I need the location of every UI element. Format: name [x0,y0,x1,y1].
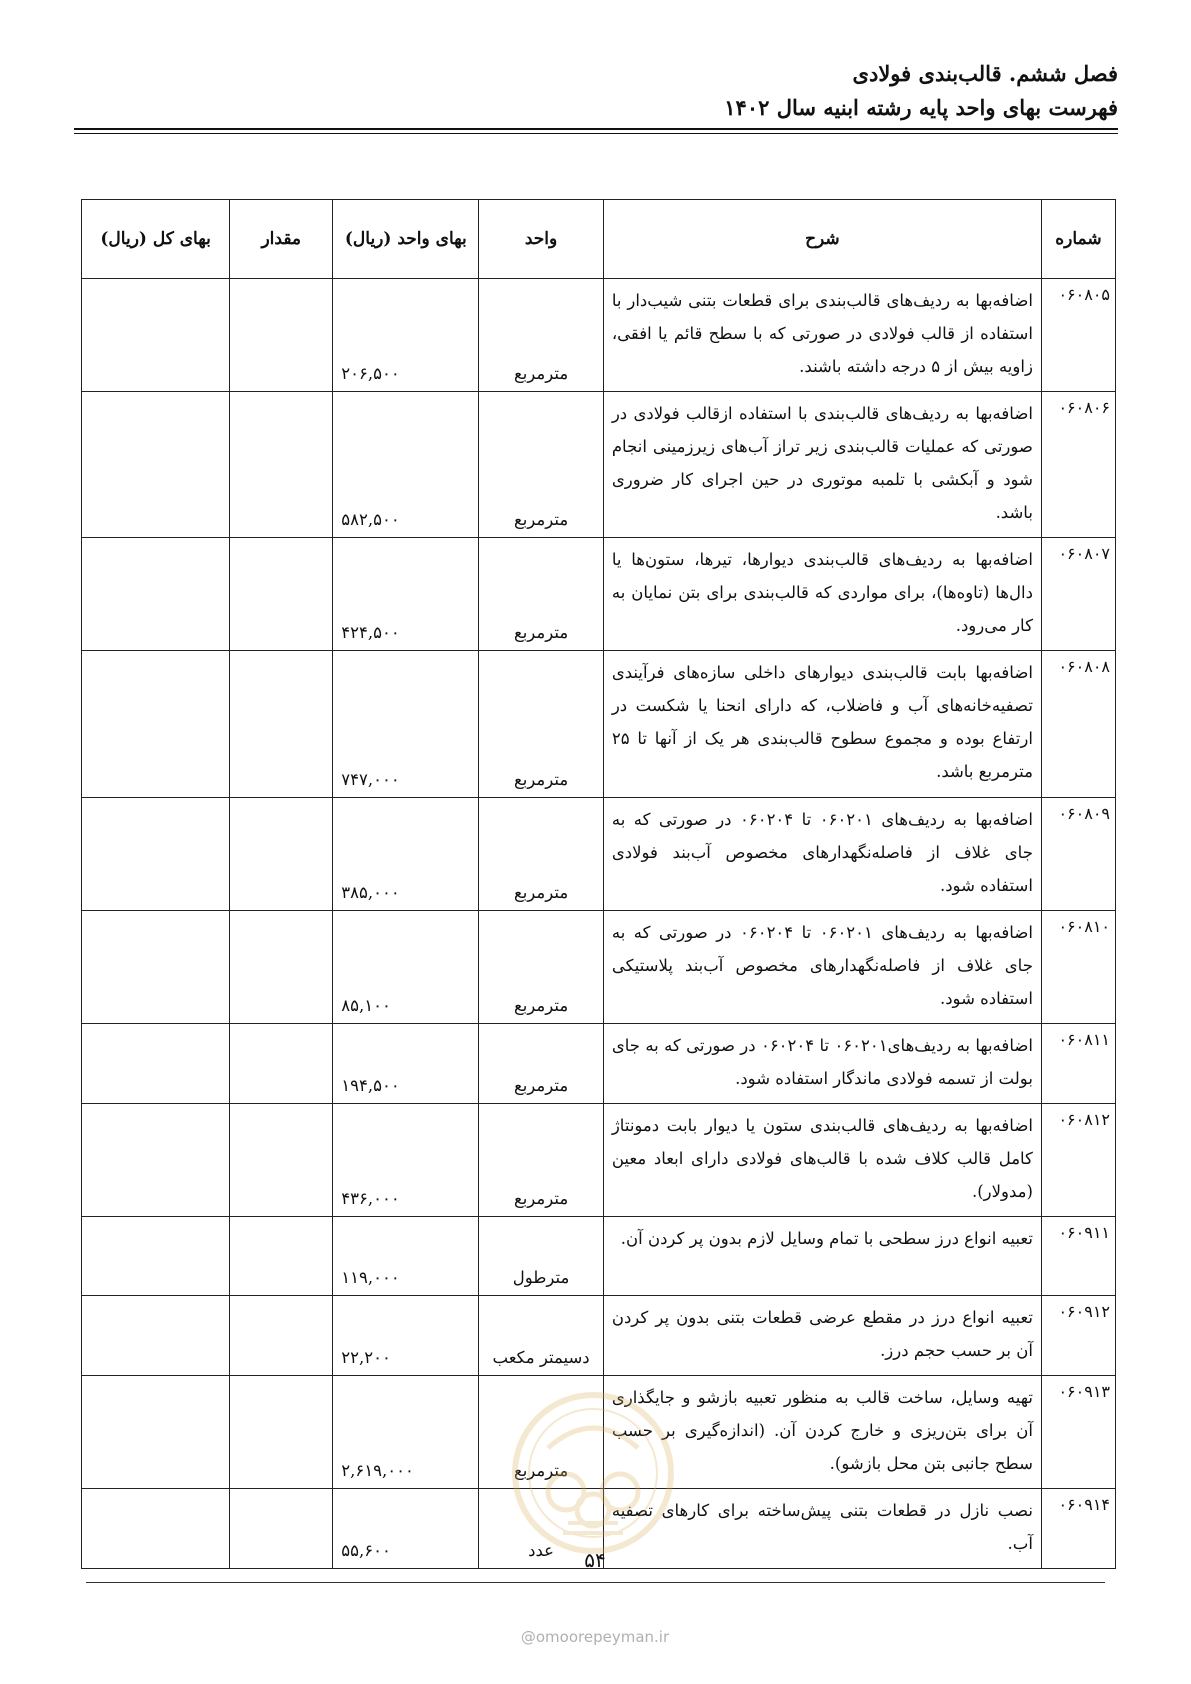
table-row [82,1296,1116,1376]
item-quantity [230,1489,333,1569]
item-unit-price: ۱۹۴,۵۰۰ [333,1024,479,1104]
item-total-price [82,798,230,911]
header-unit-price: بهای واحد (ریال) [333,200,479,279]
item-unit-price: ۷۴۷,۰۰۰ [333,651,479,798]
item-code: ۰۶۰۸۱۱ [1041,1024,1115,1104]
table-row [82,392,1116,538]
item-unit-price: ۲,۶۱۹,۰۰۰ [333,1376,479,1489]
table-header-row [82,200,1116,279]
document-title: فهرست بهای واحد پایه رشته ابنیه سال ۱۴۰۲ [724,95,1118,120]
item-unit: مترمربع [479,651,604,798]
item-quantity [230,1217,333,1296]
header-rule-thick [74,128,1118,130]
item-unit: مترمربع [479,911,604,1024]
item-quantity [230,1376,333,1489]
item-unit: مترطول [479,1217,604,1296]
item-unit: دسیمتر مکعب [479,1296,604,1376]
item-description: اضافه‌بها به ردیف‌های۰۶۰۲۰۱ تا ۰۶۰۲۰۴ در صورتی که به جای بولت از تسمه فولادی ماندگار استفاده شود. [603,1024,1041,1104]
item-quantity [230,392,333,538]
item-code: ۰۶۰۸۰۷ [1041,538,1115,651]
header-quantity: مقدار [230,200,333,279]
item-total-price [82,1217,230,1296]
item-unit: مترمربع [479,1376,604,1489]
item-quantity [230,651,333,798]
item-code: ۰۶۰۹۱۲ [1041,1296,1115,1376]
header-total-price: بهای کل (ریال) [82,200,230,279]
item-quantity [230,911,333,1024]
header-description: شرح [603,200,1041,279]
item-description: اضافه‌بها به ردیف‌های ۰۶۰۲۰۱ تا ۰۶۰۲۰۴ در صورتی که به جای غلاف از فاصله‌نگهدارهای مخصوص آب‌بند فولادی استفاده شود. [603,798,1041,911]
table-row [82,798,1116,911]
item-code: ۰۶۰۸۰۶ [1041,392,1115,538]
table-body [82,279,1116,1569]
item-code: ۰۶۰۸۰۹ [1041,798,1115,911]
item-unit: مترمربع [479,538,604,651]
table-row [82,911,1116,1024]
item-unit-price: ۲۲,۲۰۰ [333,1296,479,1376]
price-table [81,199,1116,1569]
item-total-price [82,279,230,392]
item-quantity [230,1296,333,1376]
table-row [82,651,1116,798]
website-watermark: @omoorepeyman.ir [520,1628,670,1646]
item-description: تعبیه انواع درز سطحی با تمام وسایل لازم بدون پر کردن آن. [603,1217,1041,1296]
item-unit-price: ۲۰۶,۵۰۰ [333,279,479,392]
item-description: اضافه‌بها بابت قالب‌بندی دیوارهای داخلی سازه‌های فرآیندی تصفیه‌خانه‌های آب و فاضلاب، که دارای انحنا یا شکست در ارتفاع بوده و مجموع سطوح قالب‌بندی هر یک از آنها تا ۲۵ مترمربع باشد. [603,651,1041,798]
item-total-price [82,911,230,1024]
item-total-price [82,392,230,538]
table-row [82,1217,1116,1296]
item-code: ۰۶۰۸۱۲ [1041,1104,1115,1217]
item-unit: مترمربع [479,279,604,392]
table-row [82,1104,1116,1217]
item-total-price [82,1296,230,1376]
item-unit: مترمربع [479,798,604,911]
item-description: نصب نازل در قطعات بتنی پیش‌ساخته برای کارهای تصفیه آب. [603,1489,1041,1569]
item-description: اضافه‌بها به ردیف‌های قالب‌بندی ستون یا دیوار بابت دمونتاژ کامل قالب کلاف شده با قالب‌های فولادی دارای ابعاد معین (مدولار). [603,1104,1041,1217]
item-quantity [230,1104,333,1217]
item-unit: عدد [479,1489,604,1569]
item-code: ۰۶۰۹۱۳ [1041,1376,1115,1489]
item-unit-price: ۵۸۲,۵۰۰ [333,392,479,538]
item-total-price [82,1489,230,1569]
item-total-price [82,651,230,798]
header-rule-thin [74,133,1118,134]
omoore-peyman-seal-icon [508,1388,678,1558]
item-unit: مترمربع [479,1104,604,1217]
item-unit-price: ۴۳۶,۰۰۰ [333,1104,479,1217]
item-description: اضافه‌بها به ردیف‌های ۰۶۰۲۰۱ تا ۰۶۰۲۰۴ در صورتی که به جای غلاف از فاصله‌نگهدارهای مخصوص آب‌بند پلاستیکی استفاده شود. [603,911,1041,1024]
item-unit-price: ۸۵,۱۰۰ [333,911,479,1024]
item-description: اضافه‌بها به ردیف‌های قالب‌بندی با استفاده ازقالب فولادی در صورتی که عملیات قالب‌بندی زیر تراز آب‌های زیرزمینی انجام شود و آبکشی با تلمبه موتوری در حین اجرای کار ضروری باشد. [603,392,1041,538]
item-code: ۰۶۰۹۱۴ [1041,1489,1115,1569]
item-unit-price: ۵۵,۶۰۰ [333,1489,479,1569]
item-unit: مترمربع [479,392,604,538]
item-unit-price: ۱۱۹,۰۰۰ [333,1217,479,1296]
item-code: ۰۶۰۹۱۱ [1041,1217,1115,1296]
item-description: تهیه وسایل، ساخت قالب به منظور تعبیه بازشو و جایگذاری آن برای بتن‌ریزی و خارج کردن آن. (اندازه‌گیری بر حسب سطح جانبی بتن محل بازشو). [603,1376,1041,1489]
item-unit-price: ۴۲۴,۵۰۰ [333,538,479,651]
table-row [82,538,1116,651]
header-unit: واحد [479,200,604,279]
item-quantity [230,798,333,911]
table-row [82,1024,1116,1104]
page-header [74,58,1118,124]
item-code: ۰۶۰۸۱۰ [1041,911,1115,1024]
item-unit: مترمربع [479,1024,604,1104]
page-number: ۵۴ [584,1548,606,1572]
item-description: اضافه‌بها به ردیف‌های قالب‌بندی برای قطعات بتنی شیب‌دار با استفاده از قالب فولادی در صورتی که با سطح قائم یا افقی، زاویه بیش از ۵ درجه داشته باشند. [603,279,1041,392]
table-row [82,279,1116,392]
chapter-title: فصل ششم. قالب‌بندی فولادی [852,61,1118,86]
item-description: تعبیه انواع درز در مقطع عرضی قطعات بتنی بدون پر کردن آن بر حسب حجم درز. [603,1296,1041,1376]
header-code: شماره [1041,200,1115,279]
item-description: اضافه‌بها به ردیف‌های قالب‌بندی دیوارها، تیرها، ستون‌ها یا دال‌ها (تاوه‌ها)، برای مواردی که قالب‌بندی برای بتن نمایان به کار می‌رود. [603,538,1041,651]
item-quantity [230,279,333,392]
item-quantity [230,1024,333,1104]
item-quantity [230,538,333,651]
item-total-price [82,1376,230,1489]
item-code: ۰۶۰۸۰۸ [1041,651,1115,798]
item-total-price [82,538,230,651]
item-total-price [82,1104,230,1217]
footer-rule [86,1582,1105,1583]
item-total-price [82,1024,230,1104]
item-code: ۰۶۰۸۰۵ [1041,279,1115,392]
item-unit-price: ۳۸۵,۰۰۰ [333,798,479,911]
